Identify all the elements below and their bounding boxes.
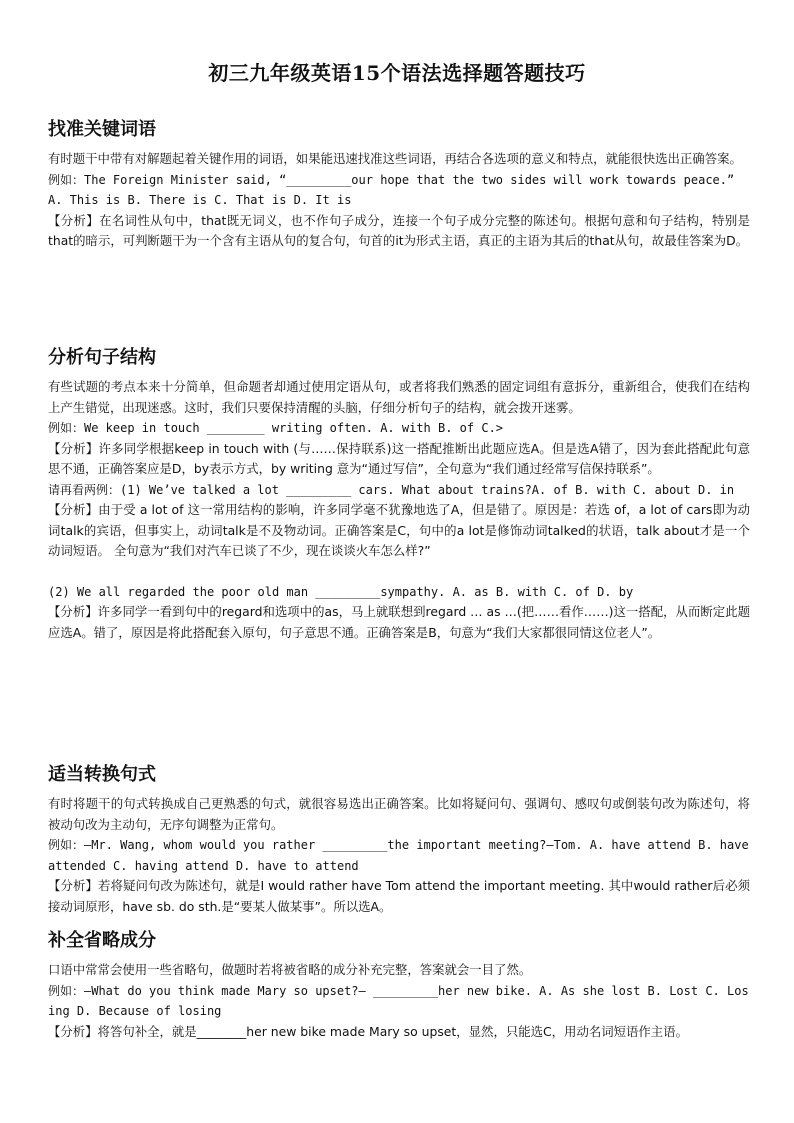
spacer (48, 562, 750, 582)
section-analyze-structure (48, 345, 750, 643)
analysis-text: 【分析】由于受 a lot of 这一常用结构的影响，许多同学毫不犹豫地选了A，但是错了。原因是：若选 of，a lot of cars即为动词talk的宾语，但事实上，动词talk是不及物动词。正确答案是C，句中的a lot是修饰动词talked的状语，talk about才是一个动词短语。 全句意为“我们对汽车已谈了不少，现在谈谈火车怎么样?” (48, 502, 750, 558)
section-transform-sentence (48, 762, 750, 917)
section-intro: 有时将题干的句式转换成自己更熟悉的句式，就很容易选出正确答案。比如将疑问句、强调句、感叹句或倒装句改为陈述句，将被动句改为主动句，无序句调整为正常句。 (48, 796, 750, 832)
section-intro: 口语中常常会使用一些省略句，做题时若将被省略的成分补充完整，答案就会一目了然。 (48, 962, 532, 977)
section-intro: 有时题干中带有对解题起着关键作用的词语，如果能迅速找准这些词语，再结合各选项的意义和特点，就能很快选出正确答案。 (48, 151, 742, 166)
section-heading: 分析句子结构 (48, 347, 156, 368)
example-text: 例如：—What do you think made Mary so upset?— _________her new bike. A. As she lost B. Lost C. Losing D. Because of losing (48, 983, 749, 1018)
section-fill-ellipsis (48, 928, 750, 1042)
section-heading: 适当转换句式 (48, 764, 156, 785)
example-text: 例如：—Mr. Wang, whom would you rather _________the important meeting?—Tom. A. have attend B. have attended C. having attend D. have to attend (48, 838, 749, 873)
example-text: 例如：The Foreign Minister said, “_________our hope that the two sides will work towards peace.” A. This is B. There is C. That is D. It is (48, 172, 735, 207)
example-text: 请再看两例：(1) We’ve talked a lot _________ cars. What about trains?A. of B. with C. about D. in (48, 482, 735, 497)
page-title: 初三九年级英语15个语法选择题答题技巧 (208, 61, 586, 85)
analysis-text: 【分析】许多同学根据keep in touch with (与……保持联系)这一搭配推断出此题应选A。但是选A错了，因为套此搭配此句意思不通，正确答案应是D，by表示方式，by writing 意为“通过写信”，全句意为“我们通过经常写信保持联系”。 (48, 440, 750, 476)
analysis-text: 【分析】在名词性从句中，that既无词义，也不作句子成分，连接一个句子成分完整的陈述句。根据句意和句子结构，特别是that的暗示，可判断题干为一个含有主语从句的复合句，句首的it为形式主语，真正的主语为其后的that从句，故最佳答案为D。 (48, 212, 750, 248)
analysis-text: 【分析】若将疑问句改为陈述句，就是I would rather have Tom attend the important meeting. 其中would rather后必须接动词原形，have sb. do sth.是“要某人做某事”。所以选A。 (48, 878, 750, 914)
analysis-text: 【分析】将答句补全，就是________her new bike made Mary so upset，显然，只能选C，用动名词短语作主语。 (48, 1023, 688, 1039)
section-heading: 补全省略成分 (48, 930, 156, 951)
analysis-text: 【分析】许多同学一看到句中的regard和选项中的as，马上就联想到regard … as …(把……看作……)这一搭配，从而断定此题应选A。错了，原因是将此搭配套入原句，句子意思不通。正确答案是B，句意为“我们大家都很同情这位老人”。 (48, 604, 750, 640)
section-intro: 有些试题的考点本来十分简单，但命题者却通过使用定语从句，或者将我们熟悉的固定词组有意拆分，重新组合，使我们在结构上产生错觉，出现迷惑。这时，我们只要保持清醒的头脑，仔细分析句子的结构，就会拨开迷雾。 (48, 379, 750, 415)
example-text: (2) We all regarded the poor old man _________sympathy. A. as B. with C. of D. by (48, 584, 634, 599)
example-text: 例如：We keep in touch ________ writing often. A. with B. of C.> (48, 421, 504, 435)
section-heading: 找准关键词语 (48, 119, 156, 140)
section-find-keywords (48, 117, 750, 252)
